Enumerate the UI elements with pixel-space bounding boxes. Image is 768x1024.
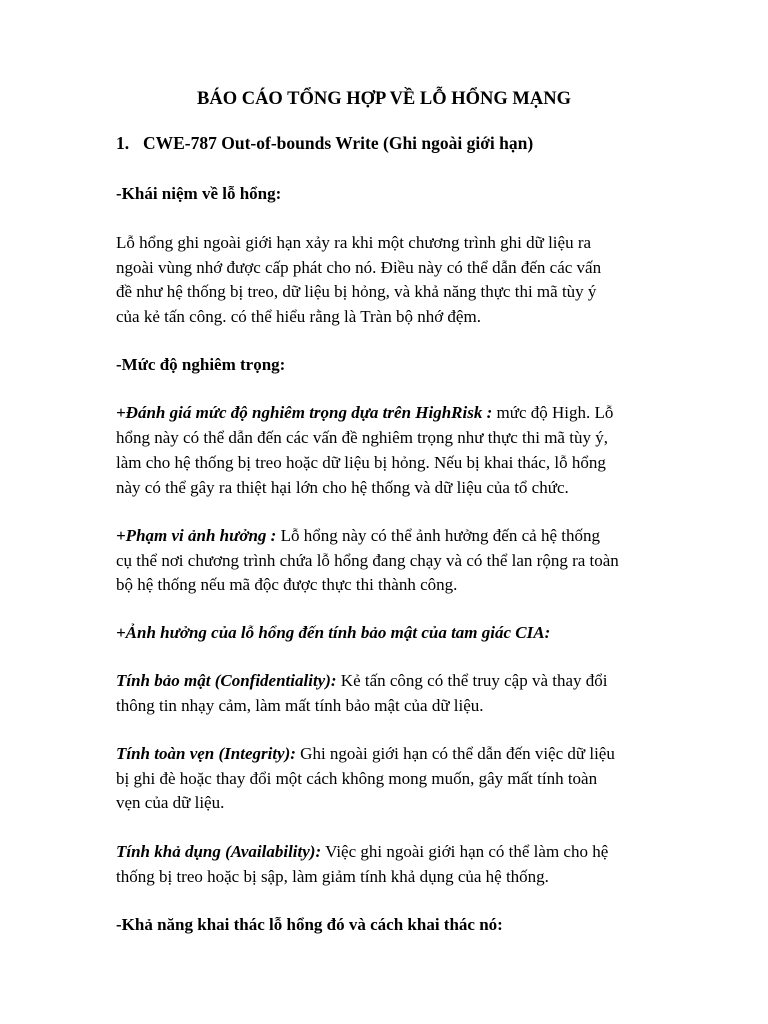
confidentiality-line: thông tin nhạy cảm, làm mất tính bảo mật của dữ liệu. [116, 696, 484, 715]
confidentiality-paragraph [116, 669, 608, 694]
availability-paragraph [116, 840, 608, 865]
concept-line: ngoài vùng nhớ được cấp phát cho nó. Điều này có thể dẫn đến các vấn [116, 258, 602, 277]
severity-heading: -Mức độ nghiêm trọng: [116, 355, 286, 374]
exploit-heading: -Khả năng khai thác lỗ hổng đó và cách khai thác nó: [116, 915, 503, 934]
scope-paragraph [116, 524, 600, 549]
availability-line: thống bị treo hoặc bị sập, làm giảm tính khả dụng của hệ thống. [116, 867, 549, 886]
scope-line: bộ hệ thống nếu mã độc được thực thi thành công. [116, 575, 458, 594]
confidentiality-text: Kẻ tấn công có thể truy cập và thay đổi [336, 671, 608, 690]
integrity-line: vẹn của dữ liệu. [116, 793, 225, 812]
integrity-line: bị ghi đè hoặc thay đổi một cách không mong muốn, gây mất tính toàn [116, 769, 598, 788]
section-heading-text: CWE-787 Out-of-bounds Write (Ghi ngoài giới hạn) [143, 133, 534, 153]
assessment-text: mức độ High. Lỗ [492, 403, 614, 422]
assessment-line: làm cho hệ thống bị treo hoặc dữ liệu bị hỏng. Nếu bị khai thác, lỗ hổng [116, 453, 606, 472]
concept-line: của kẻ tấn công. có thể hiểu rằng là Tràn bộ nhớ đệm. [116, 307, 481, 326]
concept-line: đề như hệ thống bị treo, dữ liệu bị hỏng, và khả năng thực thi mã tùy ý [116, 282, 597, 301]
integrity-paragraph [116, 742, 615, 767]
document-title: BÁO CÁO TỔNG HỢP VỀ LỖ HỔNG MẠNG [197, 89, 571, 109]
scope-line: cụ thể nơi chương trình chứa lỗ hổng đang chạy và có thể lan rộng ra toàn [116, 551, 619, 570]
section-heading [116, 131, 533, 156]
cia-heading: +Ảnh hưởng của lỗ hổng đến tính bảo mật của tam giác CIA: [116, 623, 551, 642]
scope-text: Lỗ hổng này có thể ảnh hưởng đến cả hệ thống [276, 526, 600, 545]
scope-label: +Phạm vi ảnh hưởng : [116, 526, 277, 545]
assessment-label: +Đánh giá mức độ nghiêm trọng dựa trên HighRisk : [116, 403, 493, 422]
integrity-label: Tính toàn vẹn (Integrity): [116, 744, 296, 763]
concept-heading: -Khái niệm về lỗ hổng: [116, 184, 282, 203]
availability-text: Việc ghi ngoài giới hạn có thể làm cho hệ [321, 842, 609, 861]
availability-label: Tính khả dụng (Availability): [116, 842, 322, 861]
assessment-line: này có thể gây ra thiệt hại lớn cho hệ thống và dữ liệu của tổ chức. [116, 478, 569, 497]
integrity-text: Ghi ngoài giới hạn có thể dẫn đến việc dữ liệu [295, 744, 615, 763]
section-number: 1. [116, 133, 130, 153]
assessment-line: hổng này có thể dẫn đến các vấn đề nghiêm trọng như thực thi mã tùy ý, [116, 428, 608, 447]
confidentiality-label: Tính bảo mật (Confidentiality): [116, 671, 337, 690]
concept-line: Lỗ hổng ghi ngoài giới hạn xảy ra khi một chương trình ghi dữ liệu ra [116, 233, 592, 252]
assessment-paragraph [116, 401, 613, 426]
